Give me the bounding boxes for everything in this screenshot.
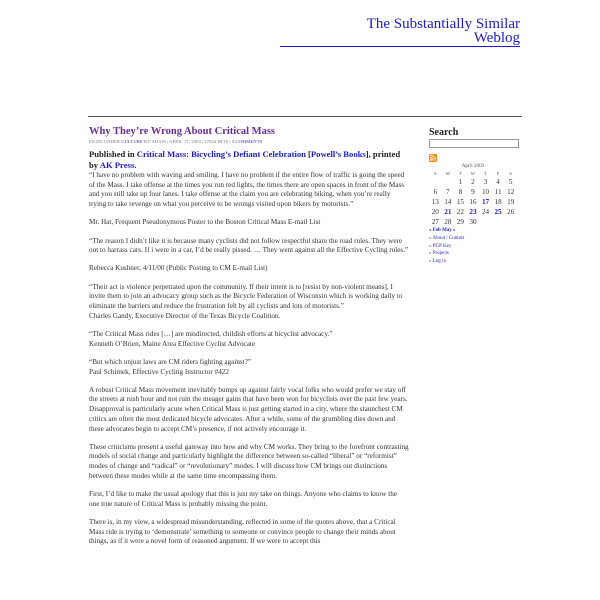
sidebar-link[interactable]: Log in [432, 258, 446, 264]
quote-mr-hat: “I have no problem with waving and smiling. I have no problem if the entire flow of traffic is going the speed of the Mass. I take offense at the times you run red lights, the times there are open spaces in front of the Mass and you still take up four lanes. I take offense at the claim you are celebrating biking, when you’re really trying to take revenge on what you perceive to be wrongs visited upon bikers by motorists.” [89, 171, 405, 209]
attribution-gandy: Charles Gandy, Executive Director of the Texas Bicycle Coalition. [89, 311, 281, 320]
calendar-day[interactable] [492, 207, 505, 217]
calendar-day: 10 [481, 188, 490, 196]
meta-info: BY ADAM | APRIL 17, 2003 | 27824 HITS | [142, 139, 232, 144]
calendar-day: 3 [483, 178, 488, 186]
calendar-table [429, 170, 517, 227]
calendar-weekday: F [496, 171, 500, 176]
published-end: . [134, 160, 137, 170]
calendar-day [492, 217, 505, 227]
quote-gandy: “Their act is violence perpetrated upon the community. If their intent is to [resist by non-violent means], I invite them to join an advocacy group such as the Bicycle Federation of Wisconsin which is working daily to eliminate the barriers and reduce the frustration felt by all cyclists and lots of motorists.” [89, 282, 403, 311]
calendar-day: 1 [458, 178, 463, 186]
calendar-day: 14 [444, 198, 452, 206]
sidebar-link[interactable]: PGP Key [432, 243, 452, 249]
sidebar-links [429, 235, 517, 265]
rss-feed-icon[interactable] [429, 154, 437, 162]
calendar-day: 18 [494, 198, 502, 206]
powells-link[interactable]: Powell’s Books [310, 149, 366, 159]
calendar-day [442, 177, 455, 187]
calendar-day: 12 [507, 188, 515, 196]
sidebar-link[interactable]: About / Contact [432, 236, 465, 241]
printed-by: ], printed by [89, 149, 401, 170]
body-paragraph: There is, in my view, a widespread misunderstanding, reflected in some of the quotes above, that a Critical Mass ride is trying to ‘demonstrate’ something to someone or convince people to change their minds about things, as if it were a novel form of reasoned argument. If we were to accept this [89, 517, 396, 546]
calendar-week [429, 217, 517, 227]
calendar-next-link[interactable]: May » [442, 228, 456, 233]
calendar-day: 13 [431, 198, 439, 206]
calendar-day-link[interactable]: 17 [481, 198, 490, 206]
published-prefix: Published in [89, 149, 137, 159]
book-link[interactable]: Critical Mass: Bicycling’s Defiant Celebration [136, 149, 306, 159]
calendar-day: 4 [496, 178, 500, 186]
calendar-day [479, 217, 492, 227]
calendar-day: 29 [456, 218, 464, 226]
search-label: Search [429, 127, 459, 138]
calendar-day-link[interactable]: 23 [469, 208, 477, 216]
quote-kushner: “The reason I didn’t like it is because many cyclists did not follow respectful share the road rules. They were out to harrass cars. If i were in a car, I’d be really pissed. … They went against all the Effective Cycling rules.” [89, 236, 409, 255]
calendar-week [429, 177, 517, 187]
site-title-line1: The Substantially Similar [366, 16, 520, 32]
calendar-day [429, 177, 442, 187]
attribution-kushner: Rebecca Kushner, 4/11/00 (Public Posting to CM E-mail List) [89, 264, 268, 273]
post-body [89, 171, 409, 547]
sidebar-link[interactable]: Projects [432, 251, 449, 256]
calendar-day: 20 [431, 208, 439, 216]
calendar-day: 6 [433, 188, 438, 196]
site-title-line2: Weblog [473, 30, 520, 46]
attribution-schimek: Paul Schimek, Effective Cycling Instructor #422 [89, 367, 229, 376]
calendar-day: 5 [508, 178, 513, 186]
search-input[interactable] [429, 139, 519, 148]
calendar-weekday: T [459, 171, 462, 176]
calendar-day: 7 [446, 188, 450, 196]
calendar-day: 15 [456, 198, 464, 206]
calendar-day: 30 [469, 218, 477, 226]
calendar-day-link[interactable]: 21 [444, 208, 452, 216]
category-link[interactable]: CULTURE [121, 139, 143, 144]
meta-prefix: FILED UNDER [89, 139, 122, 144]
calendar-weekday: M [445, 171, 450, 176]
calendar-weekday: S [509, 171, 512, 176]
printer-link[interactable]: AK Press [99, 160, 135, 170]
calendar-weekday: T [484, 171, 487, 176]
sidebar-link-item: » PGP Key [429, 243, 452, 249]
calendar-day: 24 [481, 208, 490, 216]
post-title[interactable] [89, 125, 409, 138]
sidebar-link-item: » Projects [429, 251, 449, 256]
post-meta [89, 138, 409, 145]
calendar-week [429, 207, 517, 217]
calendar-day: 2 [471, 178, 475, 186]
calendar-weekday: W [470, 171, 476, 176]
calendar-day-link[interactable]: 25 [494, 208, 502, 216]
site-header [0, 0, 600, 118]
calendar-caption: April 2003 [461, 163, 485, 169]
calendar-day [504, 217, 517, 227]
body-paragraph: These criticisms present a useful gateway into how and why CM works. They bring to the forefront contrasting models of social change and particularly highlight the difference between so-called “liberal” or “reformist” modes of change and “radical” or “revolutionary” modes. I will discuss how CM brings out distinctions between these modes while at the same time encompassing them. [89, 442, 409, 480]
quote-schimek: “But which unjust laws are CM riders fighting against?” [89, 357, 252, 366]
calendar-nav [429, 227, 517, 235]
sidebar-link-item: » About / Contact [429, 236, 465, 241]
calendar-week [429, 187, 517, 197]
calendar-day: 28 [444, 218, 452, 226]
bracket-open: [ [305, 149, 311, 159]
calendar-prev-link[interactable]: « Feb [429, 228, 441, 233]
quote-obrien: “The Critical Mass rides […] are misdirected, childish efforts at bicyclist advocacy.” [89, 329, 333, 338]
body-paragraph: First, I’d like to make the usual apology that this is just my take on things. Anyone who claims to know the one true nature of Critical Mass is probably missing the point. [89, 490, 398, 508]
calendar-day: 8 [458, 188, 463, 196]
calendar-day: 27 [431, 218, 439, 226]
calendar-day[interactable] [479, 197, 492, 207]
calendar-day[interactable] [467, 207, 480, 217]
site-title-link[interactable] [280, 17, 520, 47]
post-title-link[interactable]: Why They’re Wrong About Critical Mass [89, 126, 276, 137]
calendar-day: 16 [469, 198, 477, 206]
comments-link[interactable]: 3 COMMENTS [231, 139, 263, 144]
published-line [89, 149, 409, 171]
calendar-day: 22 [456, 208, 464, 216]
calendar-week [429, 197, 517, 207]
sidebar [429, 127, 523, 264]
calendar-day: 9 [471, 188, 475, 196]
attribution-mr-hat: Mr. Hat, Frequent Pseudonymous Poster to the Boston Critical Mass E-mail List [89, 218, 321, 227]
post-content [89, 125, 409, 556]
attribution-obrien: Kenneth O’Brien, Maine Area Effective Cyclist Advocate [89, 339, 256, 348]
calendar-day: 19 [507, 198, 515, 206]
calendar-day: 11 [494, 188, 502, 196]
sidebar-link-item: » Log in [429, 258, 446, 264]
body-paragraph: A robust Critical Mass movement inevitably bumps up against fairly vocal folks who would prefer we stay off the streets at rush hour and not ruin the meager gains that have been won for bicyclists over the past few years. Disapproval is particularly acute when Critical Mass is just getting started in a city, where the staunchest CM critics are often the most dedicated bicycle advocates. After a while, some of the grumbling dies down and these advocates begin to accept CM’s presence, if not actively encourage it. [89, 385, 408, 433]
calendar-day[interactable] [442, 207, 455, 217]
calendar-weekday: S [434, 171, 437, 176]
calendar-day: 26 [507, 208, 515, 216]
header-divider [88, 116, 522, 117]
calendar [429, 163, 517, 265]
